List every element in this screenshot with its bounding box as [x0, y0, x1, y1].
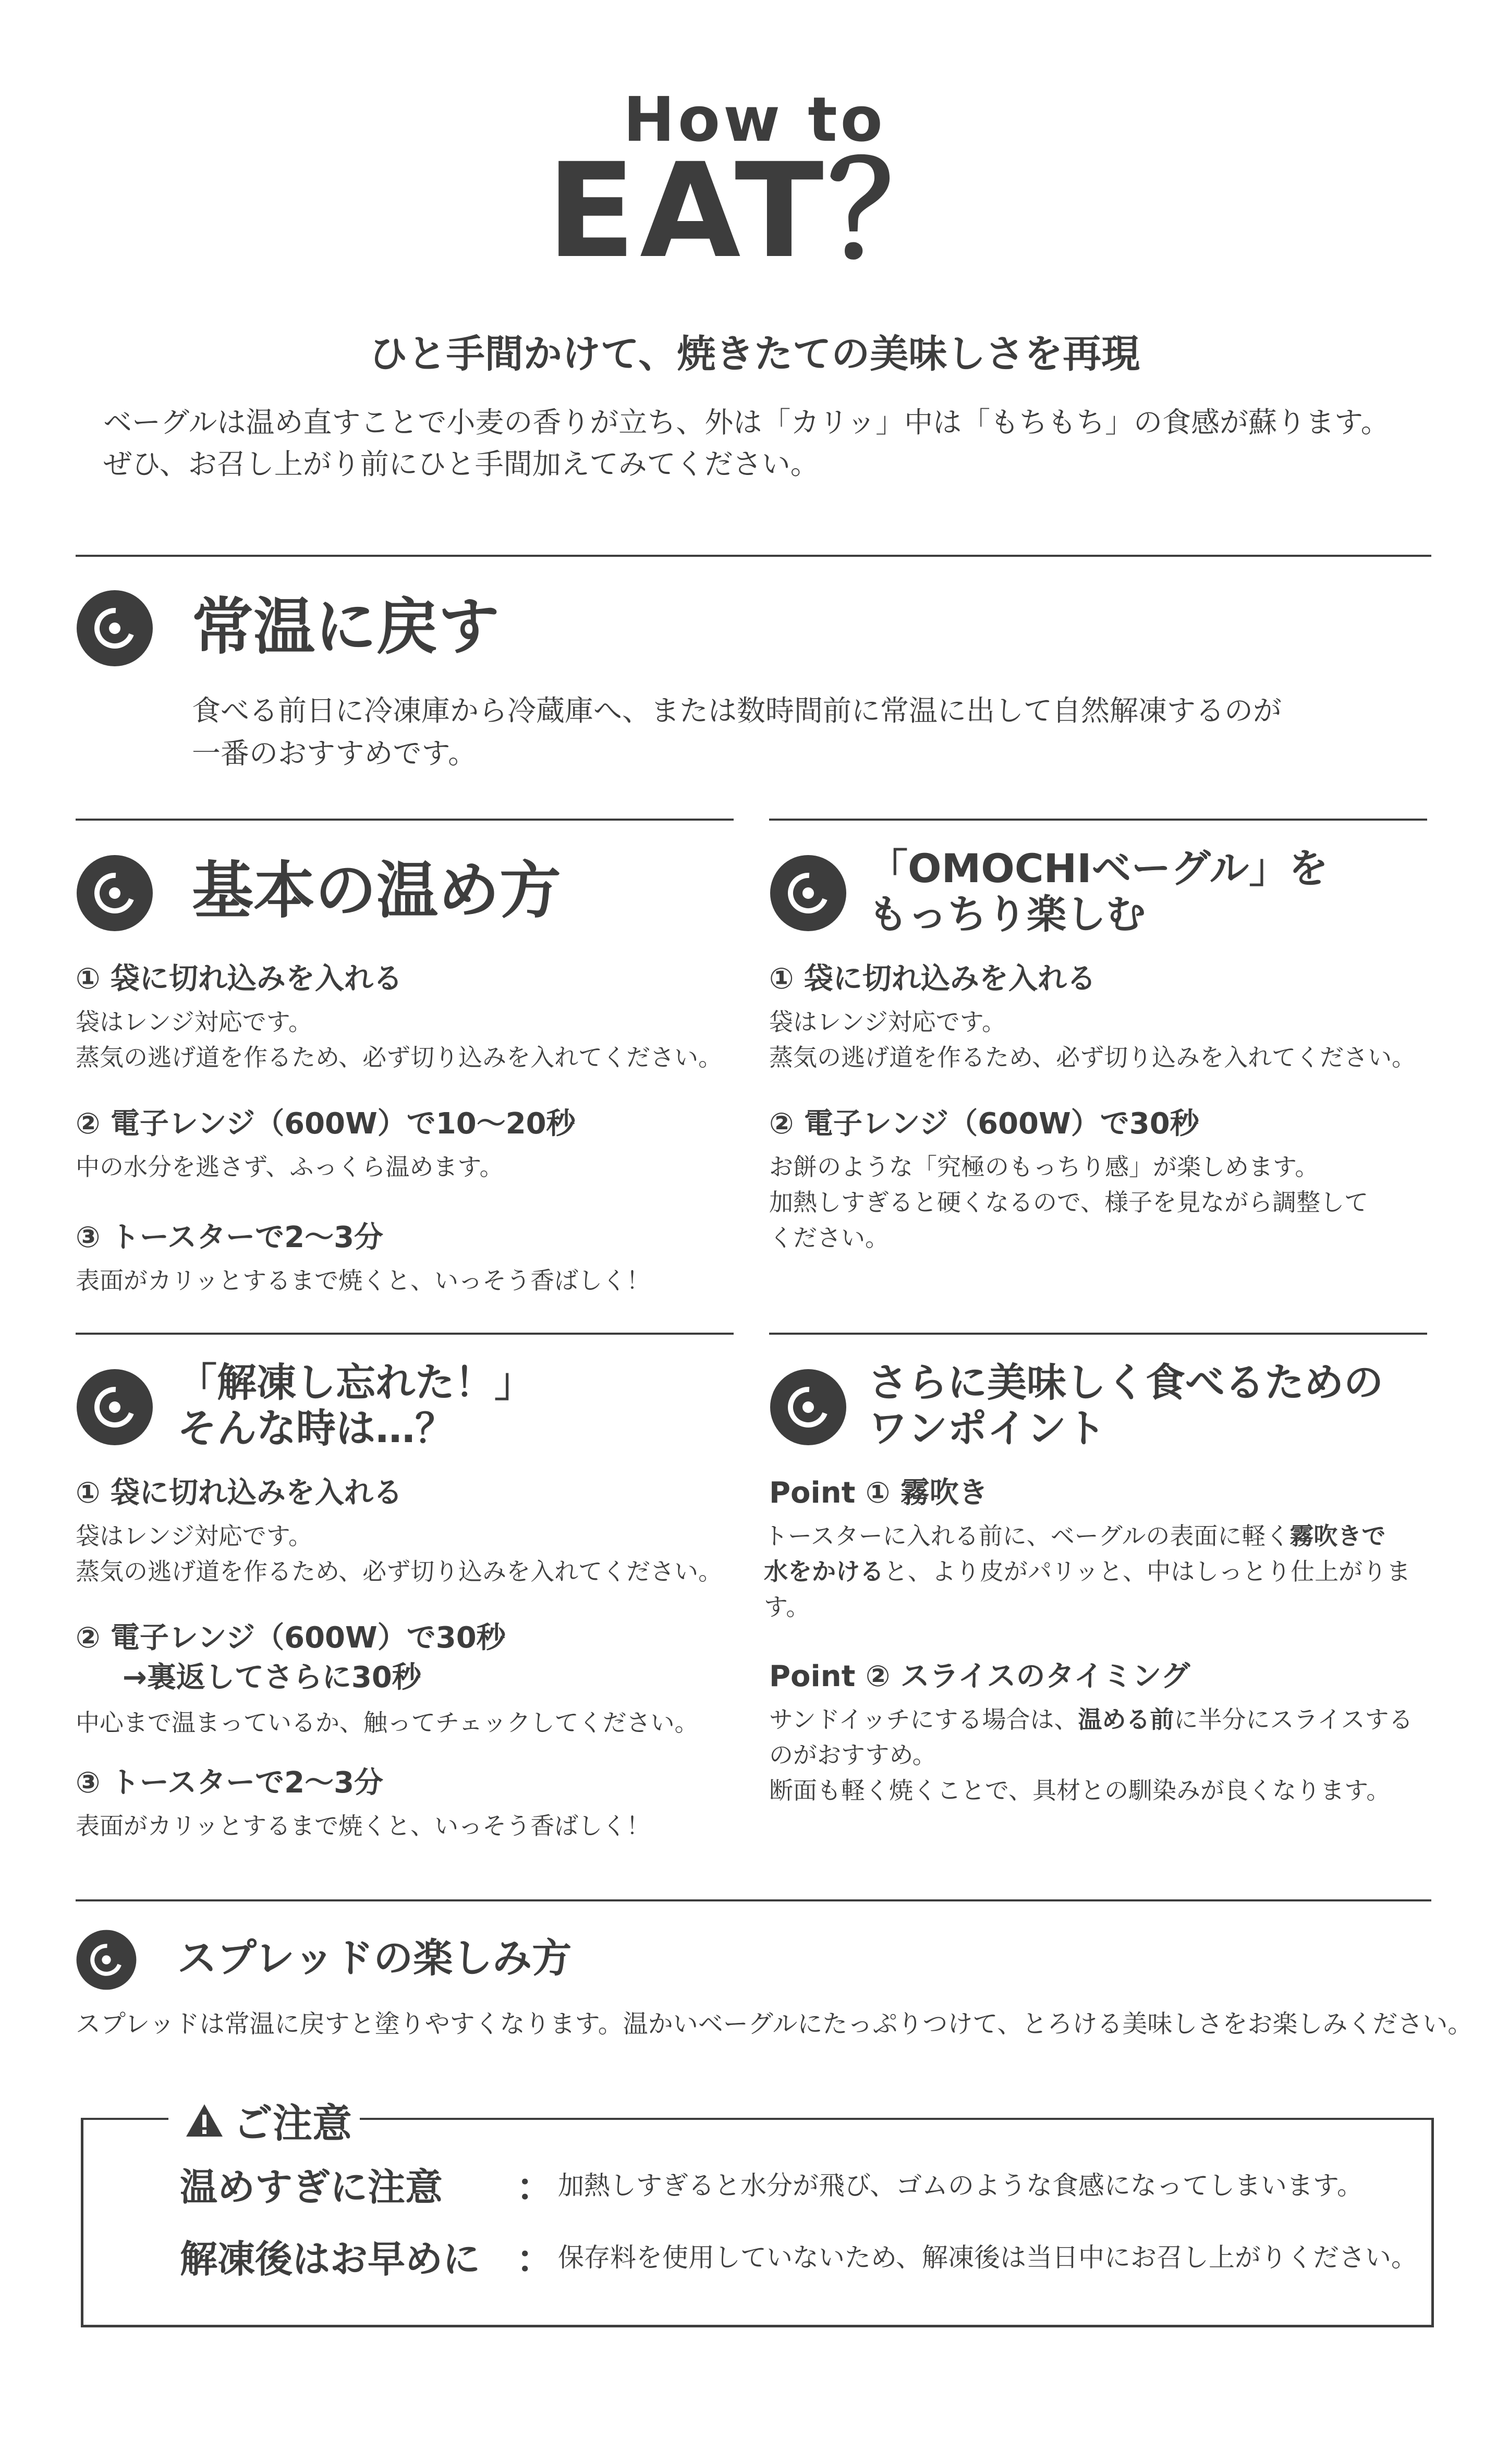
forgot-step-1-title: ① 袋に切れ込みを入れる	[76, 1476, 403, 1510]
tips-title-line-2: ワンポイント	[868, 1405, 1106, 1451]
omochi-step-2-desc	[769, 1149, 1368, 1255]
basic-step-2-title: ② 電子レンジ（600W）で10〜20秒	[76, 1107, 576, 1141]
disc-icon	[76, 1929, 137, 1991]
tips-point-1-text-a: トースターに入れる前に、ベーグルの表面に軽く	[764, 1522, 1290, 1550]
section-title-basic: 基本の温め方	[192, 855, 562, 926]
notice-colon-1: ：	[516, 2165, 554, 2209]
forgot-step-3-desc: 表面がカリッとするまで焼くと、いっそう香ばしく！	[76, 1812, 651, 1840]
intro-text	[103, 401, 1390, 485]
room-temp-line-2: 一番のおすすめです。	[192, 737, 477, 770]
title-eat: EAT？	[546, 135, 963, 287]
section-title-omochi	[868, 846, 1328, 937]
omochi-title-line-2: もっちり楽しむ	[868, 891, 1146, 937]
tips-point-2-line-3: 断面も軽く焼くことで、具材との馴染みが良くなります。	[769, 1776, 1391, 1804]
tips-point-1-desc	[764, 1518, 1437, 1625]
omochi-title-line-1: 「OMOCHIベーグル」を	[868, 845, 1329, 892]
warning-icon	[185, 2103, 224, 2138]
forgot-title-line-1: 「解凍し忘れた！」	[177, 1359, 534, 1406]
intro-line-2: ぜひ、お召し上がり前にひと手間加えてみてください。	[103, 447, 819, 481]
room-temp-line-1: 食べる前日に冷凍庫から冷蔵庫へ、または数時間前に常温に出して自然解凍するのが	[192, 694, 1282, 727]
omochi-step-1-desc	[769, 1004, 1416, 1075]
disc-icon	[76, 1368, 154, 1446]
notice-title: ご注意	[233, 2100, 352, 2146]
tips-point-2-title: Point ② スライスのタイミング	[769, 1660, 1190, 1693]
omochi-step-1-title: ① 袋に切れ込みを入れる	[769, 962, 1096, 996]
omochi-step-1-desc-line-1: 袋はレンジ対応です。	[769, 1008, 1006, 1036]
tips-point-1-bold-2: 水をかける	[764, 1557, 884, 1585]
basic-step-3-title: ③ トースターで2〜3分	[76, 1221, 384, 1254]
forgot-title-line-2: そんな時は…？	[177, 1405, 455, 1451]
forgot-step-1-desc-line-1: 袋はレンジ対応です。	[76, 1522, 313, 1550]
tips-title-line-1: さらに美味しく食べるための	[868, 1359, 1383, 1406]
notice-header	[180, 2092, 357, 2149]
forgot-step-1-desc	[76, 1518, 722, 1589]
tips-point-1-title: Point ① 霧吹き	[769, 1476, 988, 1510]
tips-point-2-desc	[769, 1702, 1437, 1808]
tips-point-1-text-b: と、より皮がパリッと、中はしっとり仕上がります。	[764, 1557, 1411, 1621]
notice-label-1: 温めすぎに注意	[180, 2165, 443, 2209]
divider	[769, 1333, 1427, 1335]
divider	[76, 819, 734, 821]
tips-point-1-bold-1: 霧吹きで	[1289, 1522, 1386, 1550]
divider	[76, 555, 1431, 557]
disc-icon	[76, 589, 154, 667]
notice-text-1: 加熱しすぎると水分が飛び、ゴムのような食感になってしまいます。	[558, 2170, 1363, 2201]
intro-line-1: ベーグルは温め直すことで小麦の香りが立ち、外は「カリッ」中は「もちもち」の食感が蘇ります。	[103, 406, 1390, 439]
basic-step-2-desc: 中の水分を逃さず、ふっくら温めます。	[76, 1153, 504, 1181]
notice-colon-2: ：	[516, 2237, 554, 2281]
basic-step-1-desc-line-1: 袋はレンジ対応です。	[76, 1008, 313, 1036]
notice-text-2: 保存料を使用していないため、解凍後は当日中にお召し上がりください。	[558, 2242, 1417, 2273]
section-title-room-temp: 常温に戻す	[192, 591, 500, 663]
section-title-spread: スプレッドの楽しみ方	[177, 1935, 572, 1981]
disc-icon	[769, 854, 847, 932]
basic-step-1-desc-line-2: 蒸気の逃げ道を作るため、必ず切り込みを入れてください。	[76, 1043, 723, 1071]
forgot-step-1-desc-line-2: 蒸気の逃げ道を作るため、必ず切り込みを入れてください。	[76, 1557, 723, 1585]
tips-point-2-line-2: のがおすすめ。	[769, 1741, 936, 1769]
omochi-step-2-desc-line-1: お餅のような「究極のもっちり感」が楽しめます。	[769, 1153, 1319, 1181]
title-how-to: How to	[623, 83, 886, 155]
forgot-step-2-desc: 中心まで温まっているか、触ってチェックしてください。	[76, 1709, 699, 1737]
section-title-forgot	[177, 1360, 534, 1451]
notice-box	[81, 2118, 1434, 2327]
notice-label-2: 解凍後はお早めに	[180, 2237, 481, 2281]
subtitle: ひと手間かけて、焼きたての美味しさを再現	[369, 332, 1140, 376]
omochi-step-2-title: ② 電子レンジ（600W）で30秒	[769, 1107, 1199, 1141]
basic-step-1-title: ① 袋に切れ込みを入れる	[76, 962, 403, 996]
disc-icon	[76, 854, 154, 932]
tips-point-2-text-a: サンドイッチにする場合は、	[769, 1705, 1078, 1734]
omochi-step-2-desc-line-3: ください。	[769, 1224, 889, 1252]
forgot-step-3-title: ③ トースターで2〜3分	[76, 1766, 384, 1800]
room-temp-body	[192, 689, 1282, 775]
divider	[76, 1333, 734, 1335]
section-title-tips	[868, 1360, 1383, 1451]
tips-point-2-text-b: に半分にスライスする	[1174, 1705, 1413, 1734]
omochi-step-1-desc-line-2: 蒸気の逃げ道を作るため、必ず切り込みを入れてください。	[769, 1043, 1416, 1071]
forgot-step-2-title-line-2: →裏返してさらに30秒	[123, 1661, 421, 1694]
spread-body: スプレッドは常温に戻すと塗りやすくなります。温かいベーグルにたっぷりつけて、とろける美味しさをお楽しみください。	[76, 2009, 1473, 2039]
tips-point-2-bold: 温める前	[1078, 1705, 1174, 1734]
divider	[769, 819, 1427, 821]
forgot-step-2-title-line-1: ② 電子レンジ（600W）で30秒	[76, 1621, 506, 1655]
omochi-step-2-desc-line-2: 加熱しすぎると硬くなるので、様子を見ながら調整して	[769, 1188, 1369, 1216]
basic-step-1-desc	[76, 1004, 722, 1075]
divider	[76, 1899, 1431, 1901]
basic-step-3-desc: 表面がカリッとするまで焼くと、いっそう香ばしく！	[76, 1266, 651, 1295]
disc-icon	[769, 1368, 847, 1446]
forgot-step-2-title	[76, 1618, 506, 1698]
